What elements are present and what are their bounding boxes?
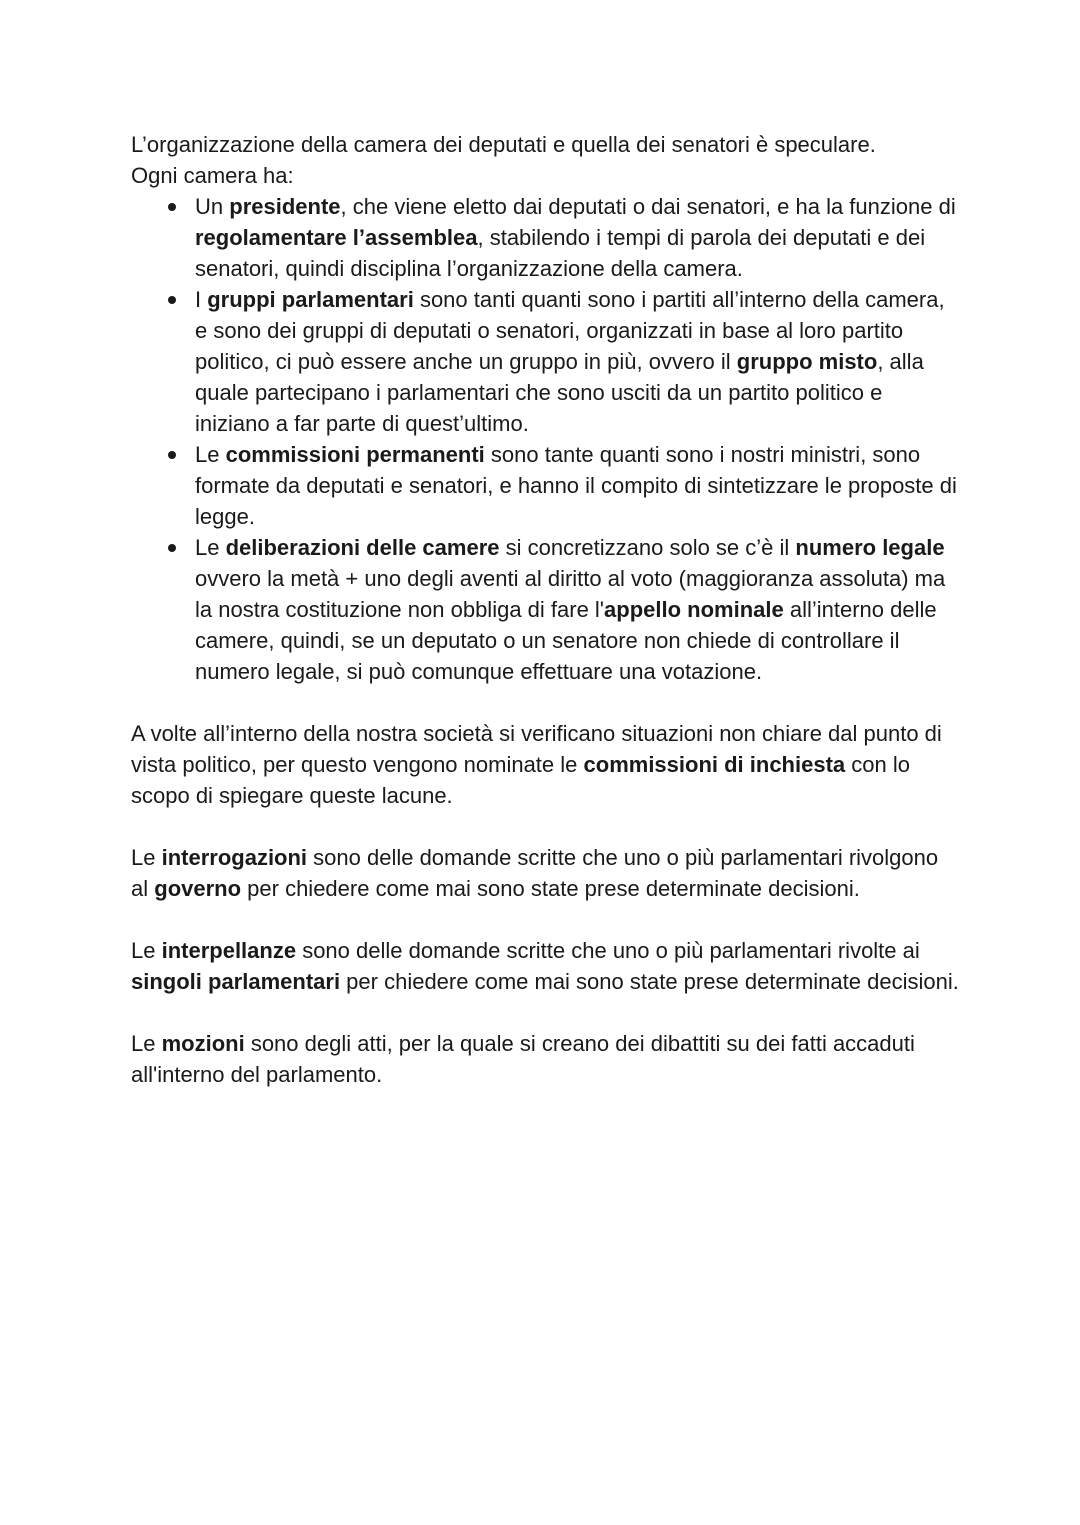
bold-term: regolamentare l’assemblea — [195, 225, 478, 250]
bold-term: singoli parlamentari — [131, 969, 341, 994]
text: , stabilendo i tempi di parola dei deputati e dei senatori, quindi disciplina l’organizzazione della camera. — [195, 225, 926, 281]
bold-term: commissioni di inchiesta — [583, 752, 846, 777]
text: Le — [131, 845, 162, 870]
paragraph-interpellanze — [131, 935, 961, 997]
text: all’interno delle camere, quindi, se un deputato o un senatore non chiede di controllare il numero legale, si può comunque effettuare una votazione. — [195, 597, 937, 684]
text: A volte all’interno della nostra società si verificano situazioni non chiare dal punto di vista politico, per questo vengono nominate le — [131, 721, 942, 777]
bullet-item-presidente — [131, 191, 961, 284]
text: Le — [131, 938, 162, 963]
text: I — [195, 287, 208, 312]
text: con lo scopo di spiegare queste lacune. — [131, 752, 910, 808]
bold-term: interrogazioni — [161, 845, 308, 870]
spacer — [131, 687, 961, 718]
text: sono tanti quanti sono i partiti all’interno della camera, e sono dei gruppi di deputati o senatori, organizzati in base al loro partito politico, ci può essere anche un gruppo in più, ovvero il — [195, 287, 945, 374]
text: per chiedere come mai sono state prese determinate decisioni. — [340, 969, 959, 994]
text: Le — [195, 535, 226, 560]
bold-term: presidente — [229, 194, 341, 219]
text: sono delle domande scritte che uno o più parlamentari rivolgono al — [131, 845, 939, 901]
bold-term: commissioni permanenti — [225, 442, 485, 467]
bold-term: numero legale — [795, 535, 945, 560]
bold-term: interpellanze — [161, 938, 297, 963]
text: sono delle domande scritte che uno o più parlamentari rivolte ai — [296, 938, 920, 963]
bullet-item-commissioni — [131, 439, 961, 532]
text: , alla quale partecipano i parlamentari che sono usciti da un partito politico e iniziano a far parte di quest’ultimo. — [195, 349, 924, 436]
paragraph-mozioni — [131, 1028, 961, 1090]
text: Un — [195, 194, 230, 219]
spacer — [131, 811, 961, 842]
spacer — [131, 997, 961, 1028]
bullet-icon — [168, 203, 176, 211]
bold-term: gruppi parlamentari — [207, 287, 414, 312]
bullet-list — [131, 191, 961, 687]
bullet-item-gruppi — [131, 284, 961, 439]
text: Le — [131, 1031, 162, 1056]
text: sono tante quanti sono i nostri ministri, sono formate da deputati e senatori, e hanno il compito di sintetizzare le proposte di legge. — [195, 442, 957, 529]
bold-term: appello nominale — [604, 597, 784, 622]
paragraph-interrogazioni — [131, 842, 961, 904]
bold-term: deliberazioni delle camere — [225, 535, 500, 560]
intro-line-2: Ogni camera ha: — [131, 163, 294, 188]
intro-line-1: L’organizzazione della camera dei deputati e quella dei senatori è speculare. — [131, 132, 876, 157]
text: per chiedere come mai sono state prese determinate decisioni. — [241, 876, 860, 901]
text: ovvero la metà + uno degli aventi al diritto al voto (maggioranza assoluta) ma la nostra costituzione non obbliga di fare l' — [195, 566, 946, 622]
bullet-icon — [168, 544, 176, 552]
bold-term: governo — [154, 876, 242, 901]
bold-term: gruppo misto — [736, 349, 878, 374]
spacer — [131, 904, 961, 935]
text: Le — [195, 442, 226, 467]
bullet-icon — [168, 451, 176, 459]
text: si concretizzano solo se c’è il — [499, 535, 796, 560]
bullet-item-deliberazioni — [131, 532, 961, 687]
text: , che viene eletto dai deputati o dai senatori, e ha la funzione di — [340, 194, 956, 219]
paragraph-commissioni-inchiesta — [131, 718, 961, 811]
document-page — [131, 129, 961, 1090]
text: sono degli atti, per la quale si creano dei dibattiti su dei fatti accaduti all'interno del parlamento. — [131, 1031, 915, 1087]
bullet-icon — [168, 296, 176, 304]
bold-term: mozioni — [161, 1031, 245, 1056]
